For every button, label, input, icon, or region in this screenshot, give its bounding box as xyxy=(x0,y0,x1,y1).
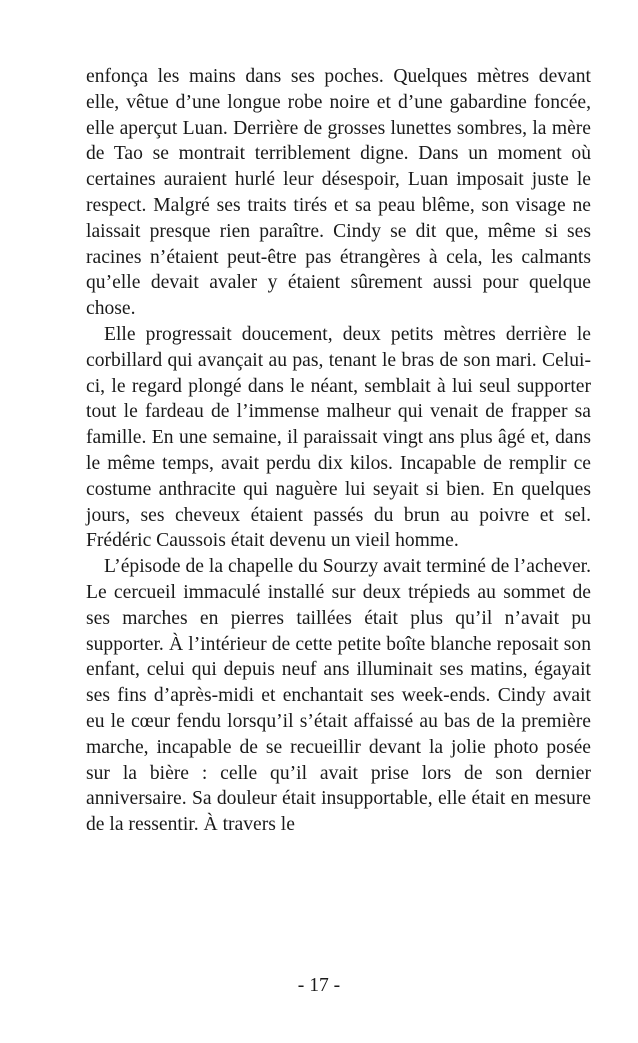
paragraph-2: Elle progressait doucement, deux petits mètres derrière le corbillard qui avançait au pas, tenant le bras de son mari. Celui-ci, le regard plongé dans le néant, semblait à lui seul supporter tout le fardeau de l’immense malheur qui venait de frapper sa famille. En une semaine, il paraissait vingt ans plus âgé et, dans le même temps, avait perdu dix kilos. Incapable de remplir ce costume anthracite qui naguère lui seyait si bien. En quelques jours, ses cheveux étaient passés du brun au poivre et sel. Frédéric Caussois était devenu un vieil homme. xyxy=(86,323,591,552)
body-text xyxy=(86,64,591,838)
page-number: - 17 - xyxy=(297,975,341,996)
paragraph-1: enfonça les mains dans ses poches. Quelques mètres devant elle, vêtue d’une longue robe noire et d’une gabardine foncée, elle aperçut Luan. Derrière de grosses lunettes sombres, la mère de Tao se montrait terriblement digne. Dans un moment où certaines auraient hurlé leur désespoir, Luan imposait juste le respect. Malgré ses traits tirés et sa peau blême, son visage ne laissait presque rien paraître. Cindy se dit que, même si ses racines n’étaient peut-être pas étrangères à cela, les calmants qu’elle devait avaler y étaient sûrement aussi pour quelque chose. xyxy=(86,66,591,320)
paragraph-3: L’épisode de la chapelle du Sourzy avait terminé de l’achever. Le cercueil immaculé installé sur deux trépieds au sommet de ses marches en pierres taillées était plus qu’il n’avait pu supporter. À l’intérieur de cette petite boîte blanche reposait son enfant, celui qui depuis neuf ans illuminait ses matins, égayait ses fins d’après-midi et enchantait ses week-ends. Cindy avait eu le cœur fendu lorsqu’il s’était affaissé au bas de la première marche, incapable de se recueillir devant la jolie photo posée sur la bière : celle qu’il avait prise lors de son dernier anniversaire. Sa douleur était insupportable, elle était en mesure de la ressentir. À travers le xyxy=(86,556,591,836)
